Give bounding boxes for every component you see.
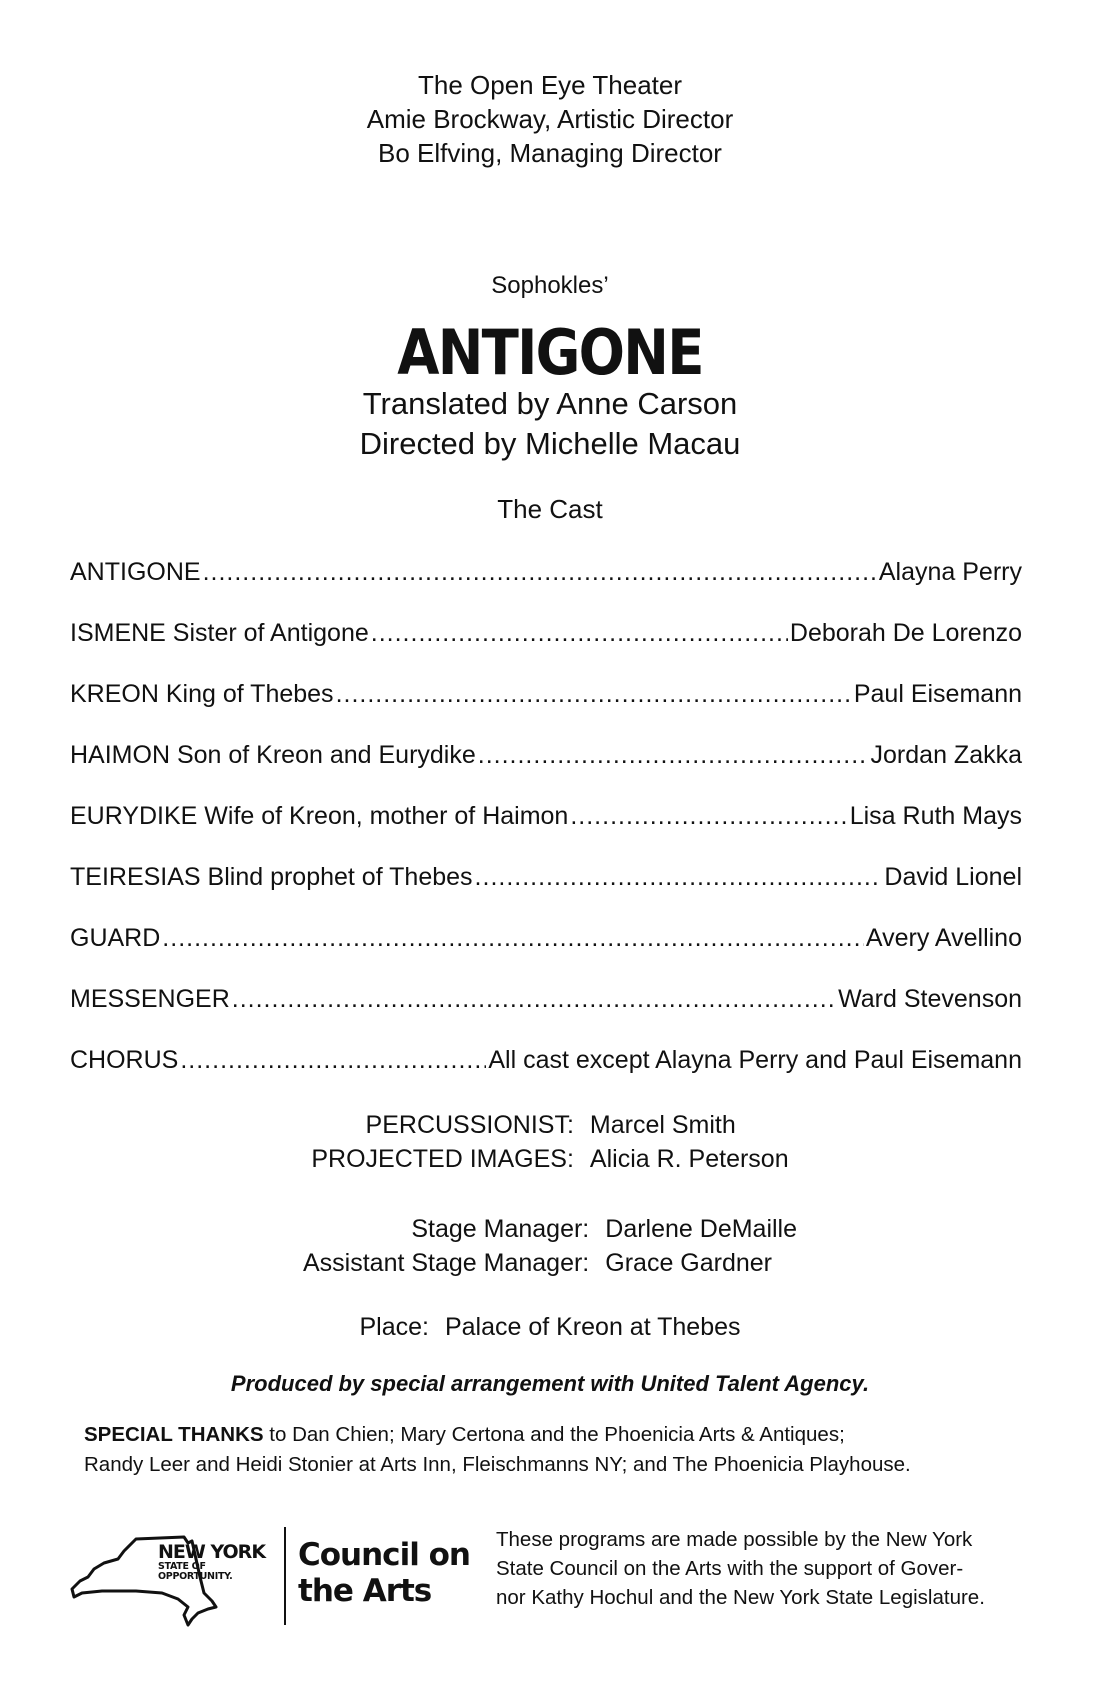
dot-leader [336,682,852,707]
play-credits [0,384,1100,464]
council-line-2: the Arts [298,1573,432,1609]
theater-name: The Open Eye Theater [417,70,682,100]
special-thanks [84,1420,1044,1480]
support-line-2: State Council on the Arts with the support of Gover- [496,1557,964,1580]
cast-row [70,558,1022,619]
council-on-the-arts-logo [298,1537,470,1609]
play-title: ANTIGONE [397,316,703,389]
credit-label: PERCUSSIONIST: [365,1111,574,1139]
credit-label: Assistant Stage Manager: [302,1249,590,1277]
stage-credits [0,1212,1100,1280]
credit-row [303,1212,797,1246]
credit-value: Alicia R. Peterson [589,1145,789,1173]
credit-label: Stage Manager: [411,1215,590,1243]
cast-actor: Paul Eisemann [853,680,1022,708]
cast-row [70,863,1022,924]
cast-row [70,741,1022,802]
cast-role: TEIRESIAS Blind prophet of Thebes [70,863,473,891]
credit-row [311,1142,788,1176]
cast-row [70,1046,1022,1107]
credit-value: Darlene DeMaille [605,1215,798,1243]
cast-list [70,558,1022,1107]
production-credits [0,1108,1100,1176]
place-credit [0,1310,1100,1344]
cast-row [70,802,1022,863]
cast-role: ISMENE Sister of Antigone [70,619,369,647]
logo-divider [284,1527,286,1625]
credit-row [359,1310,740,1344]
funding-footer [66,1525,1046,1635]
cast-actor: David Lionel [884,863,1022,891]
dot-leader [162,926,864,951]
dot-leader [203,560,877,585]
support-line-1: These programs are made possible by the New York [496,1528,973,1551]
dot-leader [232,987,836,1012]
dot-leader [371,621,788,646]
credit-label: Place: [359,1313,429,1341]
cast-row [70,924,1022,985]
managing-director: Bo Elfving, Managing Director [378,138,722,168]
cast-row [70,619,1022,680]
cast-row [70,985,1022,1046]
director-credit: Directed by Michelle Macau [359,426,741,461]
cast-role: ANTIGONE [70,558,201,586]
theater-header [0,68,1100,170]
ny-logo-line-3: OPPORTUNITY. [158,1570,233,1582]
produced-note: Produced by special arrangement with United Talent Agency. [230,1371,870,1396]
ny-state-logo-text [158,1543,265,1581]
cast-role: CHORUS [70,1046,179,1074]
cast-actor: Jordan Zakka [870,741,1022,769]
cast-actor: Alayna Perry [878,558,1022,586]
cast-actor: All cast except Alayna Perry and Paul Eisemann [488,1046,1022,1074]
dot-leader [180,1048,486,1073]
funding-statement [496,1525,1056,1612]
thanks-text-2: Randy Leer and Heidi Stonier at Arts Inn, Fleischmanns NY; and The Phoenicia Playhouse. [84,1453,911,1476]
ny-logo-line-1: NEW YORK [158,1541,266,1563]
credit-label: PROJECTED IMAGES: [311,1145,574,1173]
cast-role: GUARD [70,924,161,952]
cast-role: HAIMON Son of Kreon and Eurydike [70,741,476,769]
credit-value: Grace Gardner [605,1249,773,1277]
dot-leader [475,865,883,890]
artistic-director: Amie Brockway, Artistic Director [366,104,734,134]
cast-actor: Deborah De Lorenzo [789,619,1022,647]
cast-role: EURYDIKE Wife of Kreon, mother of Haimon [70,802,569,830]
council-line-1: Council on [298,1537,470,1573]
cast-actor: Lisa Ruth Mays [849,802,1022,830]
cast-actor: Ward Stevenson [838,985,1022,1013]
credit-value: Palace of Kreon at Thebes [444,1313,741,1341]
play-author: Sophokles’ [491,272,609,299]
dot-leader [478,743,869,768]
cast-row [70,680,1022,741]
dot-leader [570,804,847,829]
cast-actor: Avery Avellino [865,924,1022,952]
credit-value: Marcel Smith [589,1111,736,1139]
cast-role: KREON King of Thebes [70,680,334,708]
cast-heading: The Cast [497,494,603,524]
cast-role: MESSENGER [70,985,230,1013]
credit-row [311,1108,788,1142]
thanks-text-1: to Dan Chien; Mary Certona and the Phoenicia Arts & Antiques; [263,1423,845,1446]
ny-logo-line-2: STATE OF [158,1561,206,1572]
support-line-3: nor Kathy Hochul and the New York State Legislature. [496,1586,985,1609]
translator-credit: Translated by Anne Carson [362,386,738,421]
thanks-line-1 [84,1420,1044,1450]
credit-row [303,1246,797,1280]
thanks-lead: SPECIAL THANKS [84,1423,264,1446]
